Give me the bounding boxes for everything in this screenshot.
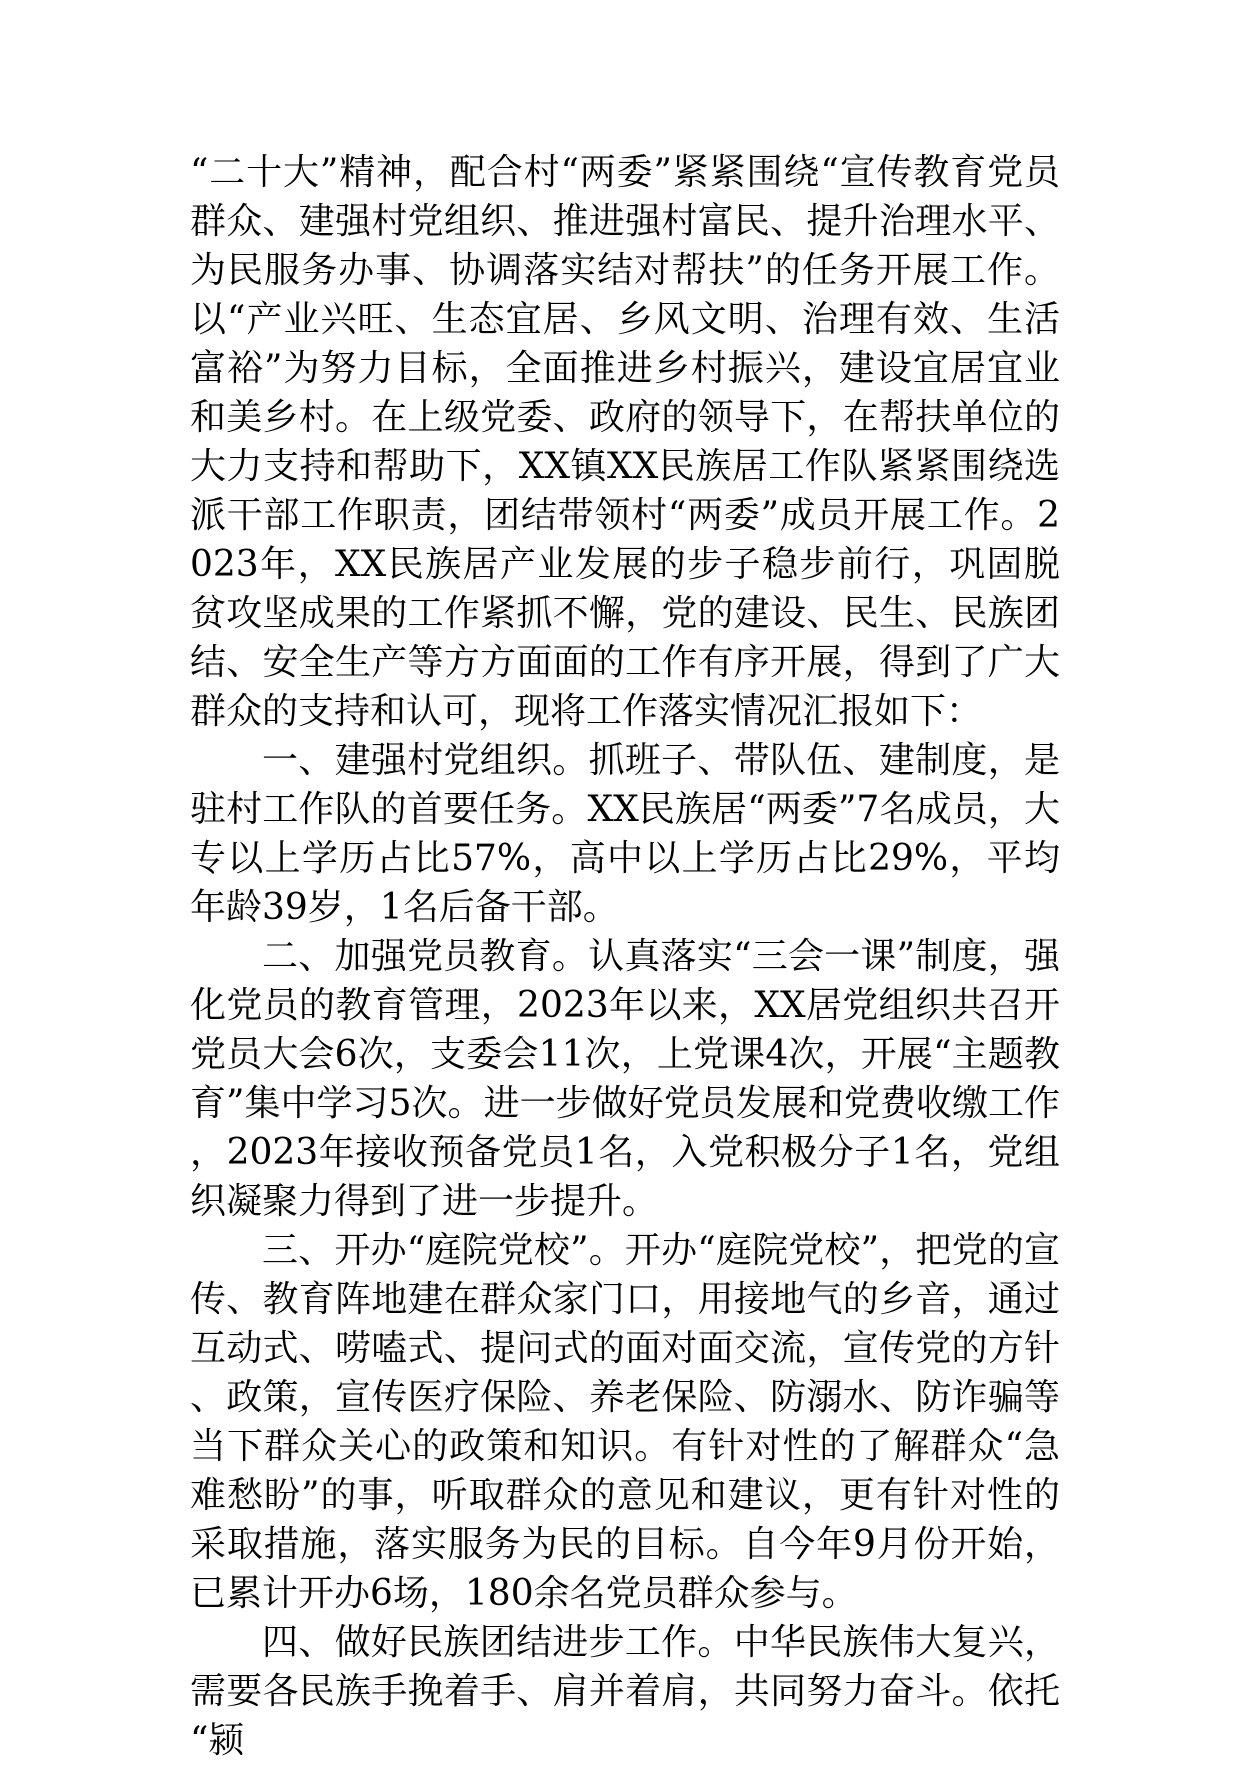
paragraph-section-4: 四、做好民族团结进步工作。中华民族伟大复兴，需要各民族手挽着手、肩并着肩，共同努力奋斗。依托“颍 (190, 1622, 1060, 1761)
paragraph-section-3: 三、开办“庭院党校”。开办“庭院党校”，把党的宣传、教育阵地建在群众家门口，用接地气的乡音，通过互动式、唠嗑式、提问式的面对面交流，宣传党的方针、政策，宣传医疗保险、养老保险、防溺水、防诈骗等当下群众关心的政策和知识。有针对性的了解群众“急难愁盼”的事，听取群众的意见和建议，更有针对性的采取措施，落实服务为民的目标。自今年9月份开始，已累计开办6场，180余名党员群众参与。 (190, 1230, 1060, 1614)
document-body (190, 148, 1060, 1765)
paragraph-section-1: 一、建强村党组织。抓班子、带队伍、建制度，是驻村工作队的首要任务。XX民族居“两委”7名成员，大专以上学历占比57%，高中以上学历占比29%，平均年龄39岁，1名后备干部。 (190, 740, 1060, 928)
paragraph-section-2: 二、加强党员教育。认真落实“三会一课”制度，强化党员的教育管理，2023年以来，XX居党组织共召开党员大会6次，支委会11次，上党课4次，开展“主题教育”集中学习5次。进一步做好党员发展和党费收缴工作，2023年接收预备党员1名，入党积极分子1名，党组织凝聚力得到了进一步提升。 (190, 936, 1060, 1222)
paragraph-intro: “二十大”精神，配合村“两委”紧紧围绕“宣传教育党员群众、建强村党组织、推进强村富民、提升治理水平、为民服务办事、协调落实结对帮扶”的任务开展工作。以“产业兴旺、生态宜居、乡风文明、治理有效、生活富裕”为努力目标，全面推进乡村振兴，建设宜居宜业和美乡村。在上级党委、政府的领导下，在帮扶单位的大力支持和帮助下，XX镇XX民族居工作队紧紧围绕选派干部工作职责，团结带领村“两委”成员开展工作。2023年，XX民族居产业发展的步子稳步前行，巩固脱贫攻坚成果的工作紧抓不懈，党的建设、民生、民族团结、安全生产等方方面面的工作有序开展，得到了广大群众的支持和认可，现将工作落实情况汇报如下： (190, 152, 1060, 732)
